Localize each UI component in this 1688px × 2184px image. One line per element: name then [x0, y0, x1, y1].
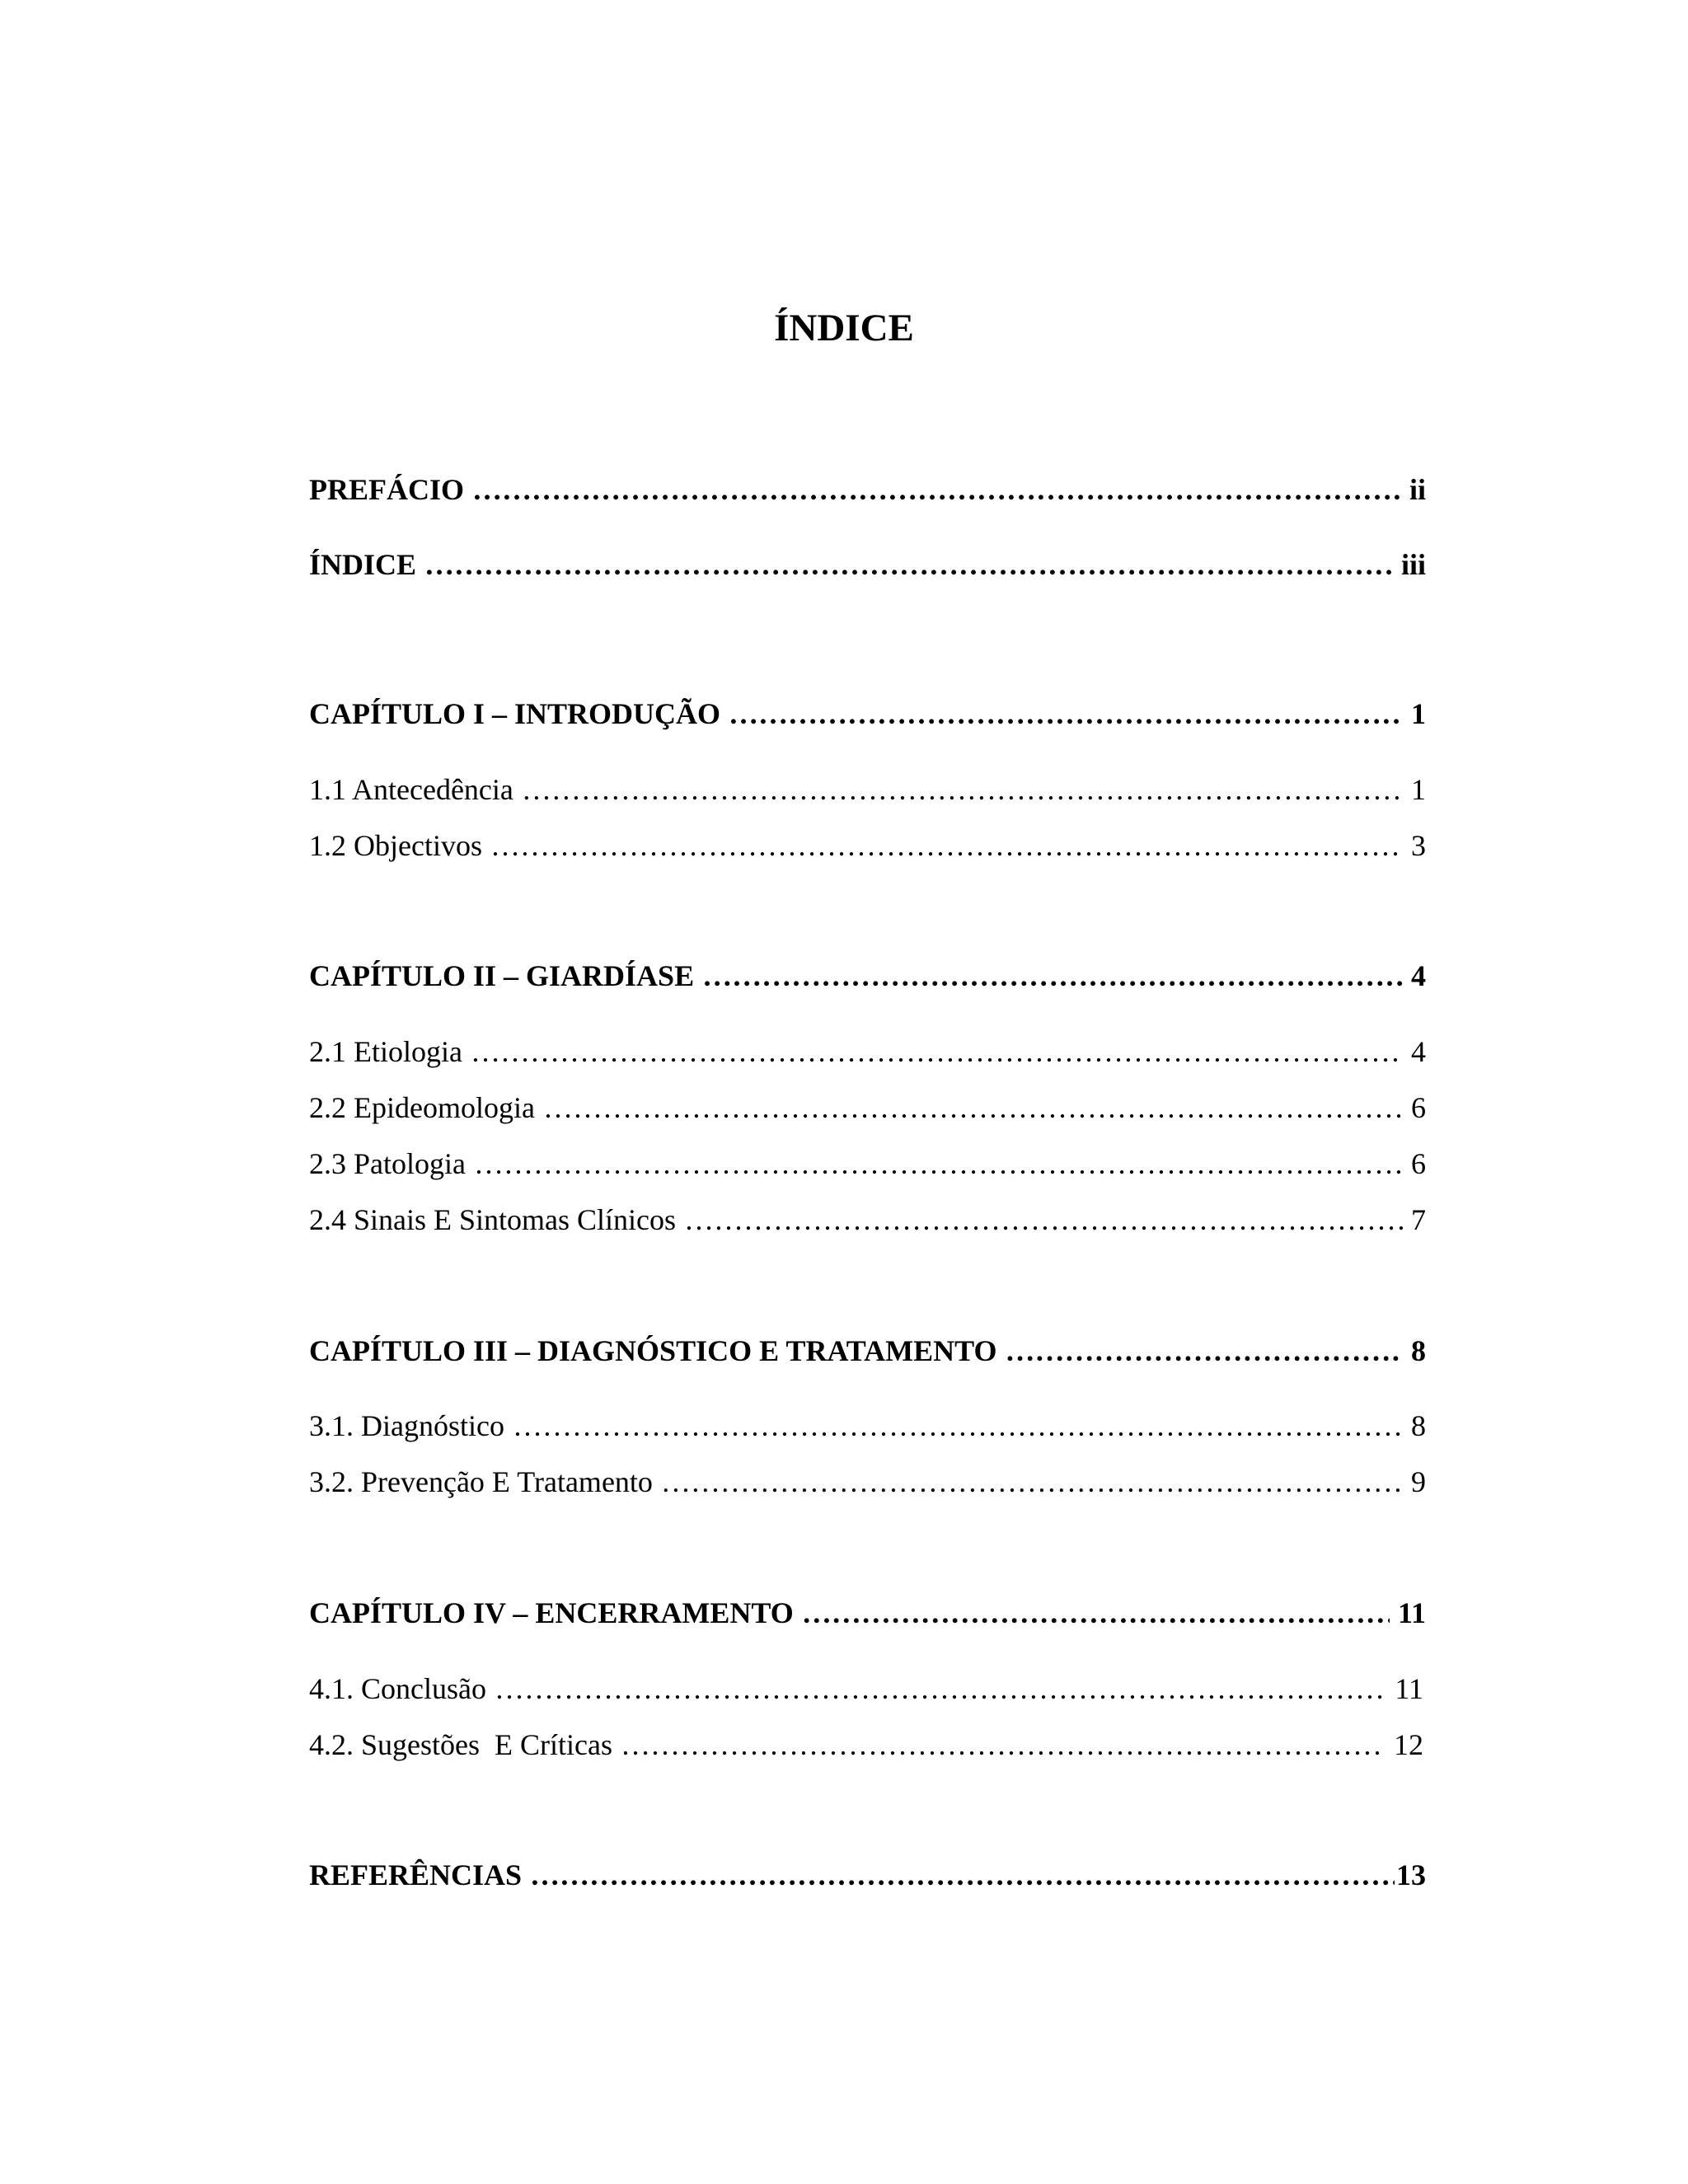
toc-entry-1-1[interactable] [309, 770, 1426, 809]
toc-entry-label: 4.1. Conclusão [309, 1672, 486, 1705]
toc-entry-label: 1.2 Objectivos [309, 829, 482, 862]
toc-page-number: 1 [1411, 773, 1426, 806]
toc-leader-dots [729, 694, 1403, 733]
toc-leader-dots [1006, 1331, 1404, 1371]
toc-page-number: 11 [1397, 1596, 1426, 1629]
toc-entry-label: REFERÊNCIAS [309, 1858, 523, 1891]
toc-entry-label: CAPÍTULO I – INTRODUÇÃO [309, 697, 721, 730]
toc-entry-label: ÍNDICE [309, 548, 417, 581]
toc-page-number: 4 [1411, 1035, 1426, 1068]
toc-entry-2-2[interactable] [309, 1088, 1426, 1127]
toc-entry-label: 3.2. Prevenção E Tratamento [309, 1465, 653, 1498]
toc-entry-label: 2.4 Sinais E Sintomas Clínicos [309, 1203, 677, 1236]
toc-leader-dots [424, 545, 1393, 584]
toc-page-number: 6 [1411, 1091, 1426, 1124]
toc-page-number: 1 [1411, 697, 1426, 730]
toc-entry-2-1[interactable] [309, 1032, 1426, 1071]
toc-entry-label: 1.1 Antecedência [309, 773, 513, 806]
toc-page-number: 13 [1396, 1858, 1426, 1891]
toc-page-number: 3 [1411, 829, 1426, 862]
toc-leader-dots [522, 770, 1403, 809]
toc-entry-prefacio[interactable] [309, 470, 1426, 509]
toc-leader-dots [472, 470, 1401, 509]
toc-entry-chapter-4[interactable] [309, 1593, 1426, 1633]
toc-entry-label: 3.1. Diagnóstico [309, 1409, 504, 1442]
toc-leader-dots [513, 1406, 1403, 1446]
toc-leader-dots [490, 826, 1403, 865]
toc-leader-dots [684, 1200, 1403, 1240]
toc-leader-dots [530, 1855, 1395, 1895]
toc-page-number: 6 [1411, 1147, 1426, 1180]
toc-entry-label: CAPÍTULO II – GIARDÍASE [309, 959, 695, 992]
toc-entry-label: CAPÍTULO III – DIAGNÓSTICO E TRATAMENTO [309, 1334, 997, 1367]
toc-entry-4-2[interactable] [309, 1725, 1423, 1765]
toc-leader-dots [702, 956, 1403, 996]
toc-page-number: 9 [1411, 1465, 1426, 1498]
toc-entry-label: PREFÁCIO [309, 473, 464, 506]
toc-leader-dots [802, 1593, 1390, 1633]
toc-leader-dots [471, 1032, 1403, 1071]
toc-entry-chapter-3[interactable] [309, 1331, 1426, 1371]
toc-entry-indice[interactable] [309, 545, 1426, 584]
toc-entry-2-3[interactable] [309, 1144, 1426, 1183]
toc-leader-dots [661, 1462, 1403, 1502]
toc-leader-dots [474, 1144, 1403, 1183]
toc-entry-referencias[interactable] [309, 1855, 1426, 1895]
toc-entry-label: 2.2 Epideomologia [309, 1091, 535, 1124]
toc-entry-2-4[interactable] [309, 1200, 1426, 1240]
toc-leader-dots [543, 1088, 1403, 1127]
toc-entry-3-1[interactable] [309, 1406, 1426, 1446]
toc-page-number: 11 [1395, 1672, 1423, 1705]
toc-entry-label: 2.1 Etiologia [309, 1035, 462, 1068]
toc-page-number: 4 [1411, 959, 1426, 992]
toc-page-number: 8 [1411, 1409, 1426, 1442]
toc-leader-dots [495, 1669, 1386, 1708]
toc-page-number: 8 [1411, 1334, 1426, 1367]
toc-entry-4-1[interactable] [309, 1669, 1423, 1708]
toc-entry-3-2[interactable] [309, 1462, 1426, 1502]
toc-page-number: ii [1409, 473, 1426, 506]
toc-entry-label: 2.3 Patologia [309, 1147, 466, 1180]
toc-page-number: iii [1400, 548, 1426, 581]
toc-entry-label: CAPÍTULO IV – ENCERRAMENTO [309, 1596, 794, 1629]
toc-entry-label: 4.2. Sugestões E Críticas [309, 1728, 612, 1761]
toc-leader-dots [621, 1725, 1386, 1765]
toc-entry-chapter-1[interactable] [309, 694, 1426, 733]
page-title: ÍNDICE [774, 307, 914, 349]
toc-page-number: 12 [1394, 1728, 1423, 1761]
toc-entry-1-2[interactable] [309, 826, 1426, 865]
toc-entry-chapter-2[interactable] [309, 956, 1426, 996]
toc-page-number: 7 [1411, 1203, 1426, 1236]
